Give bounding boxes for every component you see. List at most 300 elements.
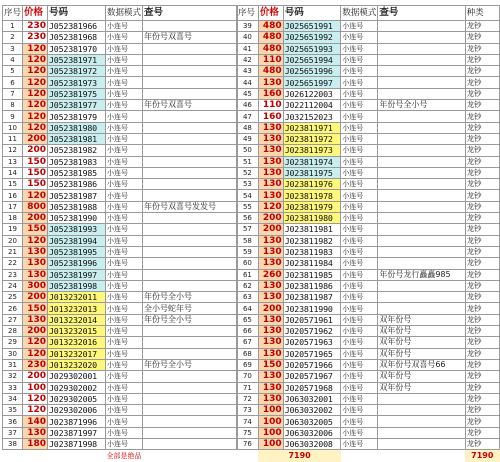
row-kind: 龙钞 <box>465 32 499 43</box>
row-number: 17 <box>3 201 23 212</box>
row-code: J052381987 <box>48 190 106 201</box>
row-mode: 小连号 <box>341 213 378 224</box>
row-query <box>143 382 238 393</box>
row-number: 23 <box>3 269 23 280</box>
table-row <box>3 190 238 201</box>
row-query <box>378 111 465 122</box>
row-kind: 龙钞 <box>465 88 499 99</box>
row-price: 130 <box>258 382 283 393</box>
row-code: J020571961 <box>283 314 341 325</box>
row-mode: 小连号 <box>341 100 378 111</box>
row-number: 7 <box>3 88 23 99</box>
row-mode: 小连号 <box>341 111 378 122</box>
row-number: 50 <box>237 145 259 156</box>
row-number: 71 <box>237 382 259 393</box>
table-row <box>3 213 238 224</box>
row-number: 66 <box>237 326 259 337</box>
row-query: 双年份号 <box>378 371 465 382</box>
row-price: 120 <box>23 405 48 416</box>
row-query: 双年份号 <box>378 382 465 393</box>
row-number: 25 <box>3 292 23 303</box>
row-code: J023811983 <box>283 246 341 257</box>
table-row <box>3 269 238 280</box>
row-kind: 龙钞 <box>465 382 499 393</box>
row-number: 27 <box>3 314 23 325</box>
row-code: J052381982 <box>48 145 106 156</box>
row-query <box>143 213 238 224</box>
row-kind: 龙钞 <box>465 246 499 257</box>
row-query <box>378 292 465 303</box>
header-code: 号码 <box>48 6 106 21</box>
table-row <box>3 416 238 427</box>
row-number: 68 <box>237 348 259 359</box>
table-row <box>237 371 500 382</box>
row-price: 130 <box>258 292 283 303</box>
row-query <box>143 235 238 246</box>
row-number: 10 <box>3 122 23 133</box>
row-code: J029302005 <box>48 393 106 404</box>
row-price: 130 <box>258 348 283 359</box>
row-price: 120 <box>23 122 48 133</box>
table-row <box>3 326 238 337</box>
row-kind: 龙钞 <box>465 156 499 167</box>
row-query <box>143 122 238 133</box>
row-code: J023811990 <box>283 303 341 314</box>
header-no: 序号 <box>237 6 259 21</box>
row-code: J029302002 <box>48 382 106 393</box>
row-number: 26 <box>3 303 23 314</box>
row-kind: 龙钞 <box>465 337 499 348</box>
row-query: 双年份号 <box>378 348 465 359</box>
row-code: J052381995 <box>48 246 106 257</box>
row-number: 70 <box>237 371 259 382</box>
row-mode: 小连号 <box>341 371 378 382</box>
table-row <box>3 348 238 359</box>
row-kind: 龙钞 <box>465 359 499 370</box>
row-code: J022112004 <box>283 100 341 111</box>
row-kind: 龙钞 <box>465 280 499 291</box>
footer-row <box>3 450 238 462</box>
row-number: 22 <box>3 258 23 269</box>
row-mode: 小连号 <box>106 66 143 77</box>
row-kind: 龙钞 <box>465 213 499 224</box>
row-number: 41 <box>237 43 259 54</box>
row-mode: 小连号 <box>341 21 378 32</box>
row-number: 62 <box>237 280 259 291</box>
row-price: 100 <box>23 382 48 393</box>
header-price: 价格 <box>23 6 48 21</box>
row-number: 15 <box>3 179 23 190</box>
table-row <box>3 179 238 190</box>
row-number: 53 <box>237 179 259 190</box>
row-query <box>378 145 465 156</box>
table-row <box>237 246 500 257</box>
row-number: 36 <box>3 416 23 427</box>
row-price: 150 <box>23 156 48 167</box>
row-mode: 小连号 <box>341 224 378 235</box>
table-row <box>3 224 238 235</box>
row-mode: 小连号 <box>106 393 143 404</box>
row-query: 双年份号 <box>378 337 465 348</box>
row-mode: 小连号 <box>341 292 378 303</box>
price-table-right <box>236 5 500 462</box>
row-query <box>378 66 465 77</box>
row-mode: 小连号 <box>341 32 378 43</box>
row-mode: 小连号 <box>106 416 143 427</box>
row-query <box>143 179 238 190</box>
row-price: 150 <box>23 179 48 190</box>
table-row <box>237 224 500 235</box>
row-number: 16 <box>3 190 23 201</box>
table-row <box>3 156 238 167</box>
table-row <box>3 258 238 269</box>
row-query <box>378 438 465 449</box>
row-price: 100 <box>258 416 283 427</box>
row-price: 130 <box>258 167 283 178</box>
row-mode: 小连号 <box>341 88 378 99</box>
row-number: 69 <box>237 359 259 370</box>
table-row <box>237 77 500 88</box>
row-kind: 龙钞 <box>465 393 499 404</box>
row-number: 58 <box>237 235 259 246</box>
table-row <box>3 66 238 77</box>
row-price: 130 <box>258 77 283 88</box>
row-mode: 小连号 <box>106 292 143 303</box>
row-number: 30 <box>3 348 23 359</box>
table-row <box>3 54 238 65</box>
row-price: 120 <box>23 111 48 122</box>
row-number: 43 <box>237 66 259 77</box>
row-price: 130 <box>258 190 283 201</box>
footer-total: 7190 <box>258 450 340 462</box>
row-mode: 小连号 <box>341 156 378 167</box>
row-mode: 小连号 <box>106 145 143 156</box>
row-price: 150 <box>23 167 48 178</box>
row-query: 年份号全小号 <box>143 314 238 325</box>
row-code: J052381994 <box>48 235 106 246</box>
row-code: J052381983 <box>48 156 106 167</box>
table-row <box>237 167 500 178</box>
row-query <box>378 235 465 246</box>
row-price: 200 <box>258 303 283 314</box>
row-mode: 小连号 <box>106 179 143 190</box>
row-code: J023811986 <box>283 280 341 291</box>
row-code: J023811972 <box>283 133 341 144</box>
row-code: J029302006 <box>48 405 106 416</box>
table-row <box>237 438 500 449</box>
row-query: 年份号双喜号 <box>143 32 238 43</box>
row-kind: 龙钞 <box>465 133 499 144</box>
table-row <box>237 111 500 122</box>
table-row <box>3 133 238 144</box>
row-price: 130 <box>23 258 48 269</box>
row-number: 19 <box>3 224 23 235</box>
row-number: 76 <box>237 438 259 449</box>
table-row <box>237 393 500 404</box>
row-query: 双年份号 <box>378 326 465 337</box>
row-code: J023811981 <box>283 224 341 235</box>
row-code: J023871997 <box>48 427 106 438</box>
row-code: J052381979 <box>48 111 106 122</box>
row-code: J023811979 <box>283 201 341 212</box>
row-price: 200 <box>23 371 48 382</box>
row-query <box>378 77 465 88</box>
row-number: 51 <box>237 156 259 167</box>
row-price: 120 <box>23 77 48 88</box>
row-query <box>378 54 465 65</box>
row-mode: 小连号 <box>106 337 143 348</box>
header-query: 查号 <box>143 6 238 21</box>
row-number: 72 <box>237 393 259 404</box>
row-price: 480 <box>258 21 283 32</box>
row-mode: 小连号 <box>106 167 143 178</box>
row-price: 200 <box>23 213 48 224</box>
row-code: J052381981 <box>48 133 106 144</box>
row-query: 年份号龙行矗矗985 <box>378 269 465 280</box>
table-row <box>3 359 238 370</box>
row-mode: 小连号 <box>106 326 143 337</box>
row-mode: 小连号 <box>106 235 143 246</box>
row-number: 60 <box>237 258 259 269</box>
table-row <box>3 201 238 212</box>
row-price: 130 <box>258 280 283 291</box>
row-code: J063032002 <box>283 405 341 416</box>
row-mode: 小连号 <box>341 133 378 144</box>
row-query: 年份号全小号 <box>143 292 238 303</box>
row-number: 4 <box>3 54 23 65</box>
row-price: 160 <box>258 111 283 122</box>
row-query <box>378 21 465 32</box>
row-mode: 小连号 <box>106 359 143 370</box>
row-kind: 龙钞 <box>465 326 499 337</box>
row-mode: 小连号 <box>341 303 378 314</box>
row-kind: 龙钞 <box>465 21 499 32</box>
row-number: 45 <box>237 88 259 99</box>
row-kind: 龙钞 <box>465 292 499 303</box>
row-query <box>143 111 238 122</box>
row-mode: 小连号 <box>106 156 143 167</box>
table-row <box>237 235 500 246</box>
row-code: J020571967 <box>283 371 341 382</box>
row-number: 61 <box>237 269 259 280</box>
row-mode: 小连号 <box>341 77 378 88</box>
table-row <box>3 111 238 122</box>
header-query: 查号 <box>378 6 465 21</box>
table-row <box>3 88 238 99</box>
row-query <box>143 21 238 32</box>
row-number: 8 <box>3 100 23 111</box>
row-price: 100 <box>258 427 283 438</box>
row-price: 120 <box>23 190 48 201</box>
row-code: J063032001 <box>283 393 341 404</box>
row-code: J052381985 <box>48 167 106 178</box>
table-row <box>237 43 500 54</box>
row-code: J052381966 <box>48 21 106 32</box>
row-price: 200 <box>258 213 283 224</box>
row-query <box>378 32 465 43</box>
table-row <box>237 156 500 167</box>
row-query <box>143 54 238 65</box>
row-mode: 小连号 <box>341 66 378 77</box>
table-row <box>3 77 238 88</box>
row-number: 6 <box>3 77 23 88</box>
row-price: 130 <box>258 246 283 257</box>
row-code: J052381997 <box>48 269 106 280</box>
row-code: J023811975 <box>283 167 341 178</box>
row-price: 130 <box>23 314 48 325</box>
row-number: 63 <box>237 292 259 303</box>
row-number: 75 <box>237 427 259 438</box>
header-code: 号码 <box>283 6 341 21</box>
table-row <box>237 382 500 393</box>
row-code: J020571968 <box>283 382 341 393</box>
row-query <box>143 393 238 404</box>
table-row <box>237 359 500 370</box>
row-kind: 龙钞 <box>465 235 499 246</box>
row-kind: 龙钞 <box>465 348 499 359</box>
row-query: 年份号全小号 <box>143 359 238 370</box>
row-mode: 小连号 <box>106 122 143 133</box>
table-row <box>3 303 238 314</box>
row-query <box>143 167 238 178</box>
row-number: 59 <box>237 246 259 257</box>
table-row <box>237 280 500 291</box>
row-number: 3 <box>3 43 23 54</box>
row-code: J052381968 <box>48 32 106 43</box>
row-query <box>378 393 465 404</box>
row-code: J023811984 <box>283 258 341 269</box>
table-row <box>237 88 500 99</box>
row-price: 130 <box>23 246 48 257</box>
header-kind: 种类 <box>465 6 499 21</box>
row-code: J023811980 <box>283 213 341 224</box>
row-query <box>143 416 238 427</box>
row-code: J052381993 <box>48 224 106 235</box>
row-code: J023871996 <box>48 416 106 427</box>
row-query <box>378 405 465 416</box>
row-price: 130 <box>258 235 283 246</box>
row-price: 120 <box>23 43 48 54</box>
row-code: J052381986 <box>48 179 106 190</box>
row-price: 130 <box>258 156 283 167</box>
row-price: 120 <box>23 337 48 348</box>
header-row <box>237 6 500 21</box>
row-number: 49 <box>237 133 259 144</box>
row-number: 33 <box>3 382 23 393</box>
row-mode: 小连号 <box>106 100 143 111</box>
row-number: 14 <box>3 167 23 178</box>
row-code: J025651992 <box>283 32 341 43</box>
row-mode: 小连号 <box>341 393 378 404</box>
row-price: 110 <box>258 100 283 111</box>
row-mode: 小连号 <box>341 235 378 246</box>
row-code: J023811976 <box>283 179 341 190</box>
row-mode: 小连号 <box>106 303 143 314</box>
row-mode: 小连号 <box>341 269 378 280</box>
table-row <box>3 393 238 404</box>
row-kind: 龙钞 <box>465 122 499 133</box>
row-mode: 小连号 <box>106 314 143 325</box>
table-row <box>237 179 500 190</box>
row-kind: 龙钞 <box>465 167 499 178</box>
row-price: 130 <box>258 145 283 156</box>
row-number: 48 <box>237 122 259 133</box>
row-price: 130 <box>258 371 283 382</box>
header-mode: 数据模式 <box>341 6 378 21</box>
row-number: 20 <box>3 235 23 246</box>
table-row <box>237 66 500 77</box>
row-price: 200 <box>23 145 48 156</box>
row-mode: 小连号 <box>341 326 378 337</box>
row-number: 64 <box>237 303 259 314</box>
row-price: 120 <box>23 66 48 77</box>
table-row <box>3 292 238 303</box>
row-price: 120 <box>23 235 48 246</box>
row-code: J052381996 <box>48 258 106 269</box>
row-query <box>143 43 238 54</box>
row-code: J052381975 <box>48 88 106 99</box>
row-code: J052381973 <box>48 77 106 88</box>
row-query <box>143 145 238 156</box>
table-row <box>237 21 500 32</box>
row-mode: 小连号 <box>106 382 143 393</box>
table-row <box>237 201 500 212</box>
row-code: J052381988 <box>48 201 106 212</box>
row-kind: 龙钞 <box>465 190 499 201</box>
row-mode: 小连号 <box>341 314 378 325</box>
row-price: 200 <box>258 224 283 235</box>
row-kind: 龙钞 <box>465 201 499 212</box>
row-mode: 小连号 <box>341 246 378 257</box>
row-code: J023811987 <box>283 292 341 303</box>
table-row <box>3 145 238 156</box>
row-kind: 龙钞 <box>465 405 499 416</box>
row-code: J052381970 <box>48 43 106 54</box>
row-mode: 小连号 <box>106 371 143 382</box>
row-code: J013232014 <box>48 314 106 325</box>
row-price: 120 <box>258 201 283 212</box>
table-row <box>237 348 500 359</box>
table-row <box>237 190 500 201</box>
table-row <box>3 438 238 449</box>
row-code: J023871998 <box>48 438 106 449</box>
row-price: 130 <box>258 133 283 144</box>
price-table-left <box>2 5 238 462</box>
row-mode: 小连号 <box>106 224 143 235</box>
table-row <box>3 32 238 43</box>
table-row <box>3 43 238 54</box>
row-number: 11 <box>3 133 23 144</box>
row-code: J023811982 <box>283 235 341 246</box>
row-query <box>143 88 238 99</box>
row-code: J023811985 <box>283 269 341 280</box>
row-mode: 小连号 <box>106 201 143 212</box>
row-price: 130 <box>258 258 283 269</box>
row-number: 54 <box>237 190 259 201</box>
table-row <box>237 292 500 303</box>
row-kind: 龙钞 <box>465 179 499 190</box>
row-number: 1 <box>3 21 23 32</box>
row-kind: 龙钞 <box>465 303 499 314</box>
row-kind: 龙钞 <box>465 224 499 235</box>
row-mode: 小连号 <box>106 32 143 43</box>
row-mode: 小连号 <box>341 359 378 370</box>
row-code: J025651994 <box>283 54 341 65</box>
row-query <box>378 43 465 54</box>
row-number: 31 <box>3 359 23 370</box>
row-kind: 龙钞 <box>465 54 499 65</box>
row-mode: 小连号 <box>106 88 143 99</box>
